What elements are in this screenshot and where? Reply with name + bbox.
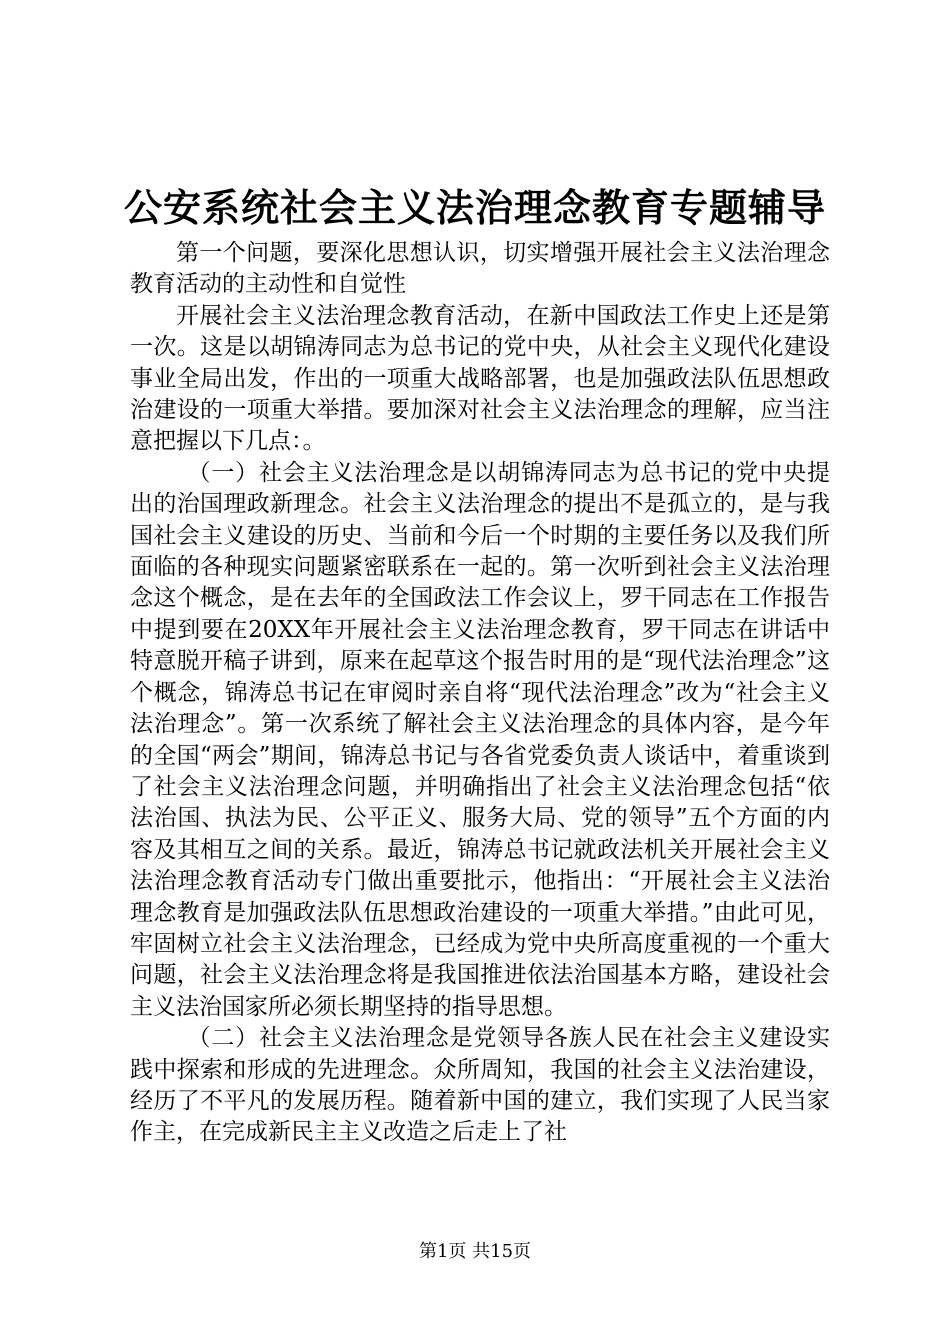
paragraph-intro: 开展社会主义法治理念教育活动，在新中国政法工作史上还是第一次。这是以胡锦涛同志为总书记的党中央，从社会主义现代化建设事业全局出发，作出的一项重大战略部署，也是加强政法队伍思想政治建设的一项重大举措。要加深对社会主义法治理念的理解，应当注意把握以下几点：。 xyxy=(130,302,830,455)
document-title: 公安系统社会主义法治理念教育专题辅导 xyxy=(123,186,826,230)
paragraph-heading: 第一个问题，要深化思想认识，切实增强开展社会主义法治理念教育活动的主动性和自觉性 xyxy=(130,240,830,298)
paragraph-point-two: （二）社会主义法治理念是党领导各族人民在社会主义建设实践中探索和形成的先进理念。众所周知，我国的社会主义法治建设，经历了不平凡的发展历程。随着新中国的建立，我们实现了人民当家作主，在完成新民主主义改造之后走上了社 xyxy=(130,1025,830,1146)
document-body xyxy=(130,238,830,1149)
page-number: 第1页 共15页 xyxy=(418,1241,532,1262)
paragraph-point-one: （一）社会主义法治理念是以胡锦涛同志为总书记的党中央提出的治国理政新理念。社会主义法治理念的提出不是孤立的，是与我国社会主义建设的历史、当前和今后一个时期的主要任务以及我们所面临的各种现实问题紧密联系在一起的。第一次听到社会主义法治理念这个概念，是在去年的全国政法工作会议上，罗干同志在工作报告中提到要在20XX年开展社会主义法治理念教育，罗干同志在讲话中特意脱开稿子讲到，原来在起草这个报告时用的是“现代法治理念”这个概念，锦涛总书记在审阅时亲自将“现代法治理念”改为“社会主义法治理念”。第一次系统了解社会主义法治理念的具体内容，是今年的全国“两会”期间，锦涛总书记与各省党委负责人谈话中，着重谈到了社会主义法治理念问题，并明确指出了社会主义法治理念包括“依法治国、执法为民、公平正义、服务大局、党的领导”五个方面的内容及其相互之间的关系。最近，锦涛总书记就政法机关开展社会主义法治理念教育活动专门做出重要批示，他指出：“开展社会主义法治理念教育是加强政法队伍思想政治建设的一项重大举措。”由此可见，牢固树立社会主义法治理念，已经成为党中央所高度重视的一个重大问题，社会主义法治理念将是我国推进依法治国基本方略，建设社会主义法治国家所必须长期坚持的指导思想。 xyxy=(130,459,830,1020)
